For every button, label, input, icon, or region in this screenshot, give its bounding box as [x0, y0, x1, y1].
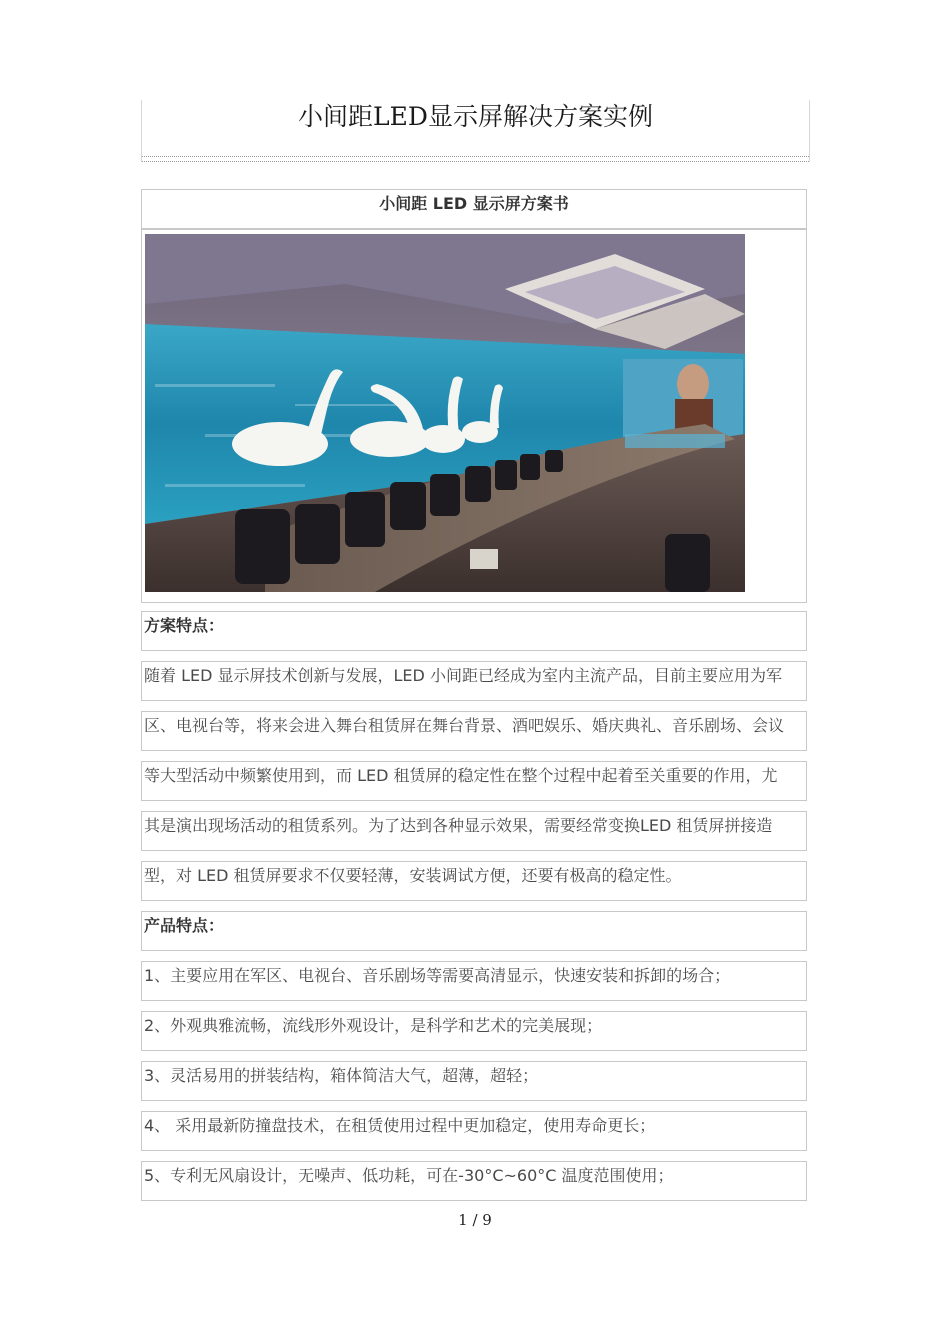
- plan-line-3: 等大型活动中频繁使用到，而 LED 租赁屏的稳定性在整个过程中起着至关重要的作用，尤: [141, 761, 807, 801]
- section-heading-product: 产品特点：: [141, 911, 807, 951]
- product-item-4: 4、 采用最新防撞盘技术，在租赁使用过程中更加稳定，使用寿命更长；: [141, 1111, 807, 1151]
- document-title: 小间距LED显示屏解决方案实例: [298, 102, 653, 131]
- plan-subtitle: 小间距 LED 显示屏方案书: [141, 189, 807, 229]
- page-number: 1 / 9: [458, 1211, 492, 1229]
- title-divider: [142, 156, 809, 162]
- plan-line-4: 其是演出现场活动的租赁系列。为了达到各种显示效果，需要经常变换LED 租赁屏拼接造: [141, 811, 807, 851]
- product-item-5: 5、专利无风扇设计，无噪声、低功耗，可在-30°C~60°C 温度范围使用；: [141, 1161, 807, 1201]
- plan-line-2: 区、电视台等，将来会进入舞台租赁屏在舞台背景、酒吧娱乐、婚庆典礼、音乐剧场、会议: [141, 711, 807, 751]
- title-block: [141, 100, 810, 162]
- product-item-1: 1、主要应用在军区、电视台、音乐剧场等需要高清显示，快速安装和拆卸的场合；: [141, 961, 807, 1001]
- photo-frame: [141, 229, 807, 603]
- section-heading-plan: 方案特点：: [141, 611, 807, 651]
- plan-line-5: 型，对 LED 租赁屏要求不仅要轻薄，安装调试方便，还要有极高的稳定性。: [141, 861, 807, 901]
- led-wall-photo: [145, 234, 745, 592]
- product-item-2: 2、外观典雅流畅，流线形外观设计，是科学和艺术的完美展现；: [141, 1011, 807, 1051]
- plan-line-1: 随着 LED 显示屏技术创新与发展，LED 小间距已经成为室内主流产品，目前主要应用为军: [141, 661, 807, 701]
- product-item-3: 3、灵活易用的拼装结构，箱体简洁大气，超薄，超轻；: [141, 1061, 807, 1101]
